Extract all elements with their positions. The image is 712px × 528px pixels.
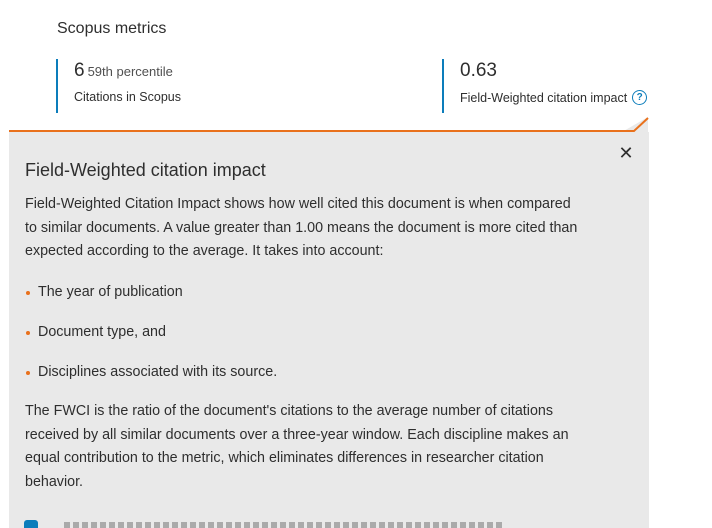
citations-count: 6 <box>74 60 85 81</box>
fwci-label: Field-Weighted citation impact <box>460 90 628 105</box>
fwci-value: 0.63 <box>460 60 497 81</box>
metrics-section-title: Scopus metrics <box>57 20 167 37</box>
cut-off-footer <box>24 518 524 528</box>
cut-off-text <box>64 522 504 528</box>
fwci-popover <box>9 132 649 528</box>
citations-label: Citations in Scopus <box>74 90 182 104</box>
question-circle-icon[interactable]: ? <box>632 90 647 105</box>
popover-pointer <box>622 117 652 133</box>
list-item: The year of publication <box>25 281 277 321</box>
factors-list <box>25 281 277 401</box>
list-item: Document type, and <box>25 321 277 361</box>
info-icon <box>24 520 38 528</box>
fwci-metric <box>442 59 647 113</box>
popover-intro: Field-Weighted Citation Impact shows how well cited this document is when compared to similar documents. A value greater than 1.00 means the document is more cited than expected according to the average. It takes into account: <box>25 196 578 259</box>
citations-percentile: 59th percentile <box>87 64 173 79</box>
list-item: Disciplines associated with its source. <box>25 361 277 401</box>
citations-metric <box>56 59 181 113</box>
popover-explanation: The FWCI is the ratio of the document's citations to the average number of citations received by all similar documents over a three-year window. Each discipline makes an equal contribution to the metric, which eliminates differences in researcher citation behavior. <box>25 403 569 490</box>
close-icon[interactable]: ✕ <box>618 143 634 163</box>
popover-title: Field-Weighted citation impact <box>25 160 266 180</box>
